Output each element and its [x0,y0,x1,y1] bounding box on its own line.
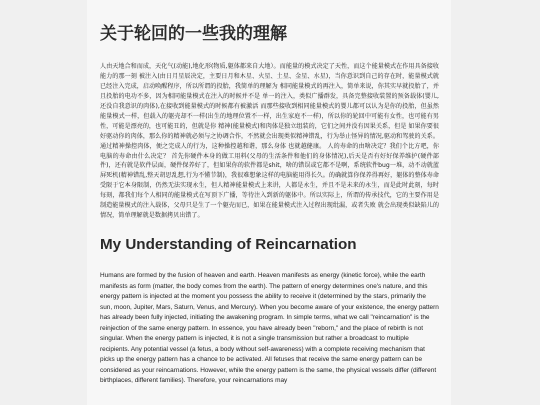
article [87,0,451,387]
document-page [87,0,451,405]
english-title: My Understanding of Reincarnation [100,235,357,253]
chinese-body-paragraph: 人由天地合和而成，天化气(动能),地化形(物质,躯体都来自大地）。而能量的模式决定了天性，而这个能量模式在作用具备接收能力的那一刻 被注入(由日月星辰决定，主要日月和木星、火星、土星、金星、水星)，当你意识到自己的存在时，能量模式就已经注入完成，启动唤醒程序，所以所谓的投胎，我简单的理解为 相同能量模式的再注入，简单来说，你其实早就投胎了，并且投胎的电功不多，因为相同能量模式在注入的时候并不是 单一的注入，类似广播群发，具备完整接收装置的预备载体(婴儿,还没自我意识的肉体),在接收到能量模式的时候都有被激活 而那些接收到相同能量模式的婴儿都可以认为是你的投胎，但虽然能量模式一样，但载入的躯壳却不一样(出生的地理位置不一样，出生家庭不一样)，所以你的轮回中可能有女性，也可能有男性，可能是漂亮的，也可能丑的，但就是你 精神(能量模式)和肉体是独立组装的，它们之间并没有因果关系，但是 如果你要很好驱动你的肉体，那么你的精神就必须与之协调合作，不然就会出现类似精神错乱，行为举止怪异的情况,驱动和驾驶的关系。 通过精神操控肉体，便之完成人的行为，这种操控越和谐，那么身体 也就越健康。 人的寿命的由啥决定？我们个比方吧，你电脑的寿命由什么决定？ 首先你硬件本身的做工用料(父母的生活条件和他们的身体情况),后天是否有好好保养维护(硬件部件)，还有就是软件层面，硬件保养好了，但如果你的软件都是shit，啥的错误或它都不是啊，系统软件bug一堆，动不动就蓝屏死机(精神错乱,整天胡思乱想,行为不懂节制)，我很难想象这样的电脑能用得长久。的确就算你保养得再好，躯体的整体寿命受限于它本身限制，仍然无法实现永生，但人精神能量模式上来讲，人都是永生，并且不是未来的永生，而是此时此刻，每时每刻，都我们每个人相同的能量模式在写顶下广播，等待注入到新的躯体中。所以实际上，所谓的传承技代，它的主要作用是制造能量模式的注入载体，父母只是生了一个躯壳而已，如果在能量模式注入过程出现纰漏，或者失败 就会出现类似缺陷儿的情况，简单理解就是数据拷贝出错了。 [100,63,439,219]
chinese-title: 关于轮回的一些我的理解 [100,24,287,44]
english-body-paragraph: Humans are formed by the fusion of heaven and earth. Heaven manifests as energy (kinetic force), while the earth manifests as form (matter, the body comes from the earth). The pattern of energy determines one's nature, and this energy pattern is injected at the moment you possess the ability to receive it (determined by the stars, primarily the sun, moon, Jupiter, Mars, Saturn, Venus, and Mercury). When you become aware of your existence, the energy pattern has already been fully injected, initiating the awakening program. In simple terms, what we call "reincarnation" is the reinjection of the same energy pattern. In essence, you have already been "reborn," and the place of rebirth is not singular. When the energy pattern is injected, it is not a single transmission but rather a broadcast to multiple recipients. Any potential vessel (a fetus, a body without self-awareness) with a complete receiving mechanism that picks up the energy pattern has a chance to be activated. All fetuses that receive the same energy pattern can be considered as your reincarnations. However, while the energy pattern is the same, the physical vessels differ (different birthplaces, different families). Therefore, your reincarnations may [100,272,439,385]
